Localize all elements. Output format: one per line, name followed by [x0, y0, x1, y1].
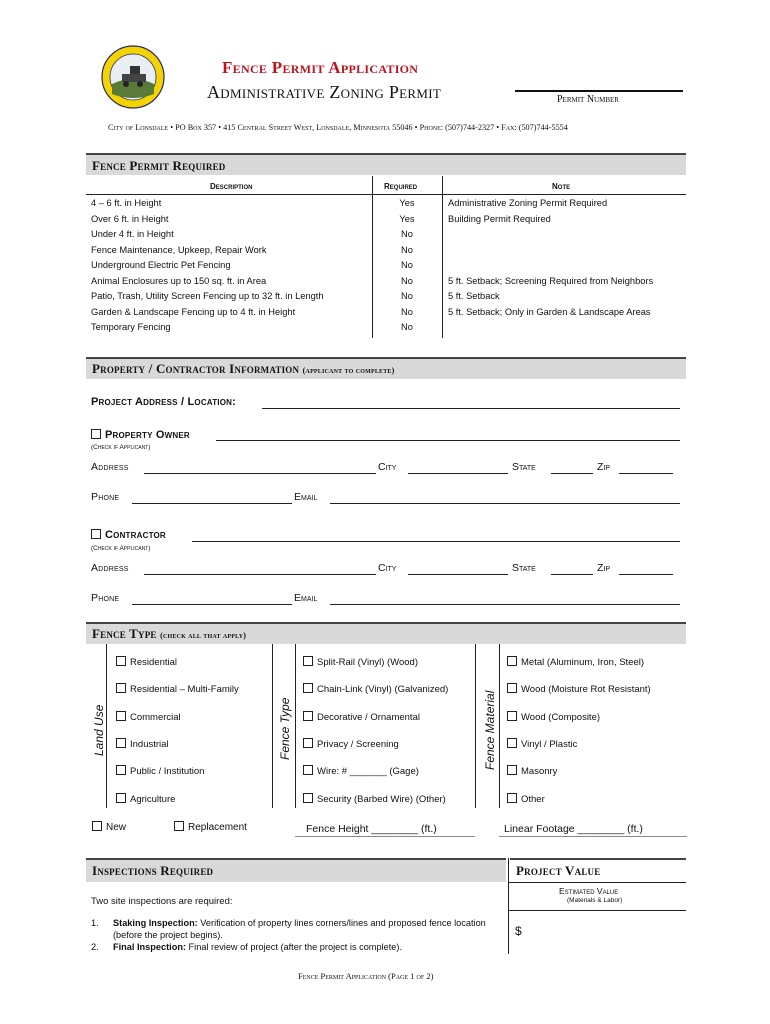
inspection-item-2-title: Final Inspection:: [113, 942, 186, 952]
fence-bottom-rule-2: [499, 836, 687, 837]
owner-state-input[interactable]: [551, 473, 593, 474]
contractor-applicant-checkbox[interactable]: [91, 529, 101, 539]
fence-type-option-checkbox[interactable]: [303, 738, 313, 748]
fence-type-option-checkbox[interactable]: [303, 765, 313, 775]
fence-material-option[interactable]: [507, 711, 600, 723]
contractor-city-label: City: [378, 562, 397, 574]
land-use-option-label: Residential: [130, 657, 177, 668]
land-use-option-checkbox[interactable]: [116, 711, 126, 721]
land-use-option-label: Agriculture: [130, 793, 176, 805]
fence-material-option-label: Vinyl / Plastic: [521, 738, 578, 750]
fence-type-option[interactable]: [303, 765, 419, 777]
owner-state-label: State: [512, 461, 536, 473]
land-use-option[interactable]: [116, 711, 181, 723]
fence-type-option[interactable]: [303, 738, 399, 750]
project-address-row: [91, 396, 236, 408]
land-use-option[interactable]: [116, 765, 204, 777]
owner-address-label: Address: [91, 461, 129, 473]
contractor-city-input[interactable]: [408, 574, 508, 575]
required-row-value: No: [401, 291, 413, 301]
project-address-input[interactable]: [262, 408, 680, 409]
fence-bottom-rule: [295, 836, 475, 837]
fence-type-option[interactable]: [303, 683, 448, 695]
owner-check-note: (Check if Applicant): [91, 444, 151, 451]
fence-type-option-checkbox[interactable]: [303, 683, 313, 693]
fence-material-option-checkbox[interactable]: [507, 683, 517, 693]
fence-material-option[interactable]: [507, 793, 545, 805]
land-use-option-label: Commercial: [130, 711, 181, 723]
fence-material-option-checkbox[interactable]: [507, 656, 517, 666]
owner-email-label: Email: [294, 491, 318, 503]
land-use-option-label: Industrial: [130, 738, 169, 750]
linear-footage-field[interactable]: Linear Footage ________ (ft.): [504, 823, 643, 835]
replacement-option[interactable]: [174, 821, 247, 833]
contractor-email-input[interactable]: [330, 604, 680, 605]
property-section-title-note: (applicant to complete): [302, 366, 395, 375]
required-row-value: No: [401, 275, 413, 286]
required-row-note: 5 ft. Setback: [448, 291, 500, 301]
required-section-title: Fence Permit Required: [92, 158, 226, 173]
project-value-header-rule: [508, 882, 686, 883]
contractor-email-label: Email: [294, 592, 318, 604]
contractor-address-input[interactable]: [144, 574, 376, 575]
contractor-zip-input[interactable]: [619, 574, 673, 575]
fence-type-section-title-note: (check all that apply): [160, 631, 247, 640]
owner-zip-input[interactable]: [619, 473, 673, 474]
inspection-item-2-text: Final review of project (after the project is complete).: [186, 942, 402, 952]
land-use-option-checkbox[interactable]: [116, 656, 126, 666]
contractor-label: Contractor: [105, 529, 166, 541]
owner-name-input[interactable]: [216, 440, 680, 441]
land-use-option-checkbox[interactable]: [116, 738, 126, 748]
fence-type-option[interactable]: [303, 711, 420, 723]
project-address-label: Project Address / Location:: [91, 396, 236, 408]
required-row-description: Garden & Landscape Fencing up to 4 ft. in Height: [91, 306, 296, 317]
required-row-description: 4 – 6 ft. in Height: [91, 198, 162, 208]
land-use-option-checkbox[interactable]: [116, 793, 126, 803]
inspection-item-1-text: Verification of property lines corners/lines and proposed fence location (before the project begins).: [113, 918, 486, 940]
fence-type-vertical-label: Fence Type: [278, 697, 292, 760]
permit-number-line[interactable]: [515, 90, 683, 92]
land-use-option-checkbox[interactable]: [116, 765, 126, 775]
fence-type-section-title: Fence Type (check all that apply): [92, 626, 247, 641]
fence-type-option-checkbox[interactable]: [303, 656, 313, 666]
fence-type-option-label: Chain-Link (Vinyl) (Galvanized): [317, 684, 449, 696]
property-section-title: Property / Contractor Information (applicant to complete): [92, 361, 395, 376]
required-row-note: 5 ft. Setback; Screening Required from Neighbors: [448, 275, 654, 286]
project-value-title: Project Value: [516, 863, 601, 878]
required-row-value: No: [401, 260, 413, 270]
required-row-description: Temporary Fencing: [91, 322, 171, 332]
required-row-value: Yes: [399, 213, 415, 224]
fence-type-option-label: Security (Barbed Wire) (Other): [317, 793, 446, 805]
property-owner-row: [91, 429, 190, 441]
fence-type-right-border: [475, 644, 476, 808]
contractor-address-row: [91, 562, 129, 574]
project-value-mid-rule: [508, 910, 686, 911]
fence-material-option-label: Other: [521, 793, 545, 805]
col-required-header: Required: [384, 182, 418, 191]
land-use-vertical-label: Land Use: [92, 704, 106, 756]
fence-material-option-checkbox[interactable]: [507, 765, 517, 775]
contractor-row: [91, 529, 166, 541]
land-use-option-label: Residential – Multi-Family: [130, 684, 239, 696]
fence-type-left-border: [295, 644, 296, 808]
table-col-divider-2: [442, 176, 443, 338]
contractor-name-input[interactable]: [192, 541, 680, 542]
col-description-header: Description: [210, 182, 253, 191]
fence-material-option[interactable]: [507, 656, 644, 668]
required-row-value: Yes: [399, 198, 415, 208]
fence-type-option-checkbox[interactable]: [303, 711, 313, 721]
fence-material-option-label: Wood (Composite): [521, 711, 601, 723]
col-note-header: Note: [552, 182, 571, 191]
new-option[interactable]: [92, 821, 126, 833]
new-checkbox[interactable]: [92, 821, 102, 831]
owner-city-label: City: [378, 461, 397, 473]
inspection-item-2: [91, 941, 501, 953]
owner-address-row: [91, 461, 129, 473]
required-row-note: Building Permit Required: [448, 213, 551, 224]
estimated-value-note: (Materials & Labor): [567, 897, 623, 904]
land-use-option[interactable]: [116, 738, 169, 750]
fence-material-option-checkbox[interactable]: [507, 793, 517, 803]
required-row-description: Animal Enclosures up to 150 sq. ft. in Area: [91, 275, 267, 286]
inspections-intro: Two site inspections are required:: [91, 896, 233, 907]
replacement-checkbox[interactable]: [174, 821, 184, 831]
land-use-option[interactable]: [116, 793, 175, 805]
form-title: Fence Permit Application: [222, 58, 419, 77]
required-row-value: No: [401, 306, 413, 317]
required-row-note: Administrative Zoning Permit Required: [448, 198, 608, 208]
permit-number-label: Permit Number: [557, 94, 619, 105]
table-header-divider: [86, 194, 686, 195]
required-row-value: No: [401, 322, 413, 332]
contractor-zip-label: Zip: [597, 562, 611, 574]
required-row-value: No: [401, 244, 413, 255]
estimated-value-dollar[interactable]: $: [515, 924, 522, 938]
material-left-border: [499, 644, 500, 808]
land-use-option-label: Public / Institution: [130, 766, 205, 778]
contractor-address-label: Address: [91, 562, 129, 574]
fence-type-option-label: Wire: # _______ (Gage): [317, 766, 419, 778]
new-label: New: [106, 822, 127, 833]
fence-type-option-checkbox[interactable]: [303, 793, 313, 803]
project-value-divider: [508, 858, 509, 954]
fence-material-option-label: Metal (Aluminum, Iron, Steel): [521, 657, 645, 668]
fence-type-option-label: Privacy / Screening: [317, 738, 399, 750]
land-use-left-border: [106, 644, 107, 808]
fence-material-option-label: Wood (Moisture Rot Resistant): [521, 684, 651, 696]
inspection-item-2-num: 2.: [91, 942, 99, 952]
required-row-description: Fence Maintenance, Upkeep, Repair Work: [91, 244, 267, 255]
fence-material-option-checkbox[interactable]: [507, 711, 517, 721]
city-seal-logo: [100, 44, 166, 110]
owner-phone-row: [91, 491, 119, 503]
city-address-line: City of Lonsdale • PO Box 357 • 415 Central Street West, Lonsdale, Minnesota 55046 • Phone: (507)744-2327 • Fax: (507)744-5554: [108, 123, 568, 132]
inspection-item-1-title: Staking Inspection:: [113, 918, 198, 928]
page-footer: Fence Permit Application (Page 1 of 2): [298, 971, 434, 981]
owner-email-input[interactable]: [330, 503, 680, 504]
fence-material-option[interactable]: [507, 738, 577, 750]
owner-address-input[interactable]: [144, 473, 376, 474]
owner-phone-input[interactable]: [132, 503, 292, 504]
fence-material-option[interactable]: [507, 765, 557, 777]
fence-type-option-label: Split-Rail (Vinyl) (Wood): [317, 657, 419, 668]
fence-height-field[interactable]: Fence Height ________ (ft.): [306, 823, 437, 835]
contractor-phone-row: [91, 592, 119, 604]
fence-type-option[interactable]: [303, 793, 446, 805]
required-row-description: Underground Electric Pet Fencing: [91, 260, 231, 270]
estimated-value-label: Estimated Value: [559, 886, 619, 896]
required-row-description: Patio, Trash, Utility Screen Fencing up to 32 ft. in Length: [91, 291, 324, 301]
contractor-check-note: (Check if Applicant): [91, 545, 151, 552]
fence-type-option[interactable]: [303, 656, 418, 668]
form-subtitle: Administrative Zoning Permit: [207, 82, 442, 102]
land-use-option-checkbox[interactable]: [116, 683, 126, 693]
required-row-note: 5 ft. Setback; Only in Garden & Landscape Areas: [448, 306, 651, 317]
fence-type-option-label: Decorative / Ornamental: [317, 711, 420, 723]
fence-material-option-label: Masonry: [521, 766, 558, 778]
replacement-label: Replacement: [188, 822, 247, 833]
land-use-option[interactable]: [116, 656, 177, 668]
contractor-phone-label: Phone: [91, 592, 120, 604]
fence-material-option-checkbox[interactable]: [507, 738, 517, 748]
inspection-item-1: [91, 917, 501, 941]
contractor-state-input[interactable]: [551, 574, 593, 575]
owner-city-input[interactable]: [408, 473, 508, 474]
owner-label: Property Owner: [105, 429, 190, 441]
required-row-description: Under 4 ft. in Height: [91, 229, 174, 239]
contractor-phone-input[interactable]: [132, 604, 292, 605]
fence-material-option[interactable]: [507, 683, 651, 695]
inspection-item-1-num: 1.: [91, 918, 99, 928]
owner-zip-label: Zip: [597, 461, 611, 473]
owner-phone-label: Phone: [91, 491, 120, 503]
inspections-title: Inspections Required: [92, 863, 214, 878]
land-use-right-border: [272, 644, 273, 808]
fence-material-vertical-label: Fence Material: [483, 690, 497, 770]
contractor-state-label: State: [512, 562, 536, 574]
required-row-description: Over 6 ft. in Height: [91, 213, 169, 224]
required-row-value: No: [401, 229, 413, 239]
land-use-option[interactable]: [116, 683, 239, 695]
owner-applicant-checkbox[interactable]: [91, 429, 101, 439]
